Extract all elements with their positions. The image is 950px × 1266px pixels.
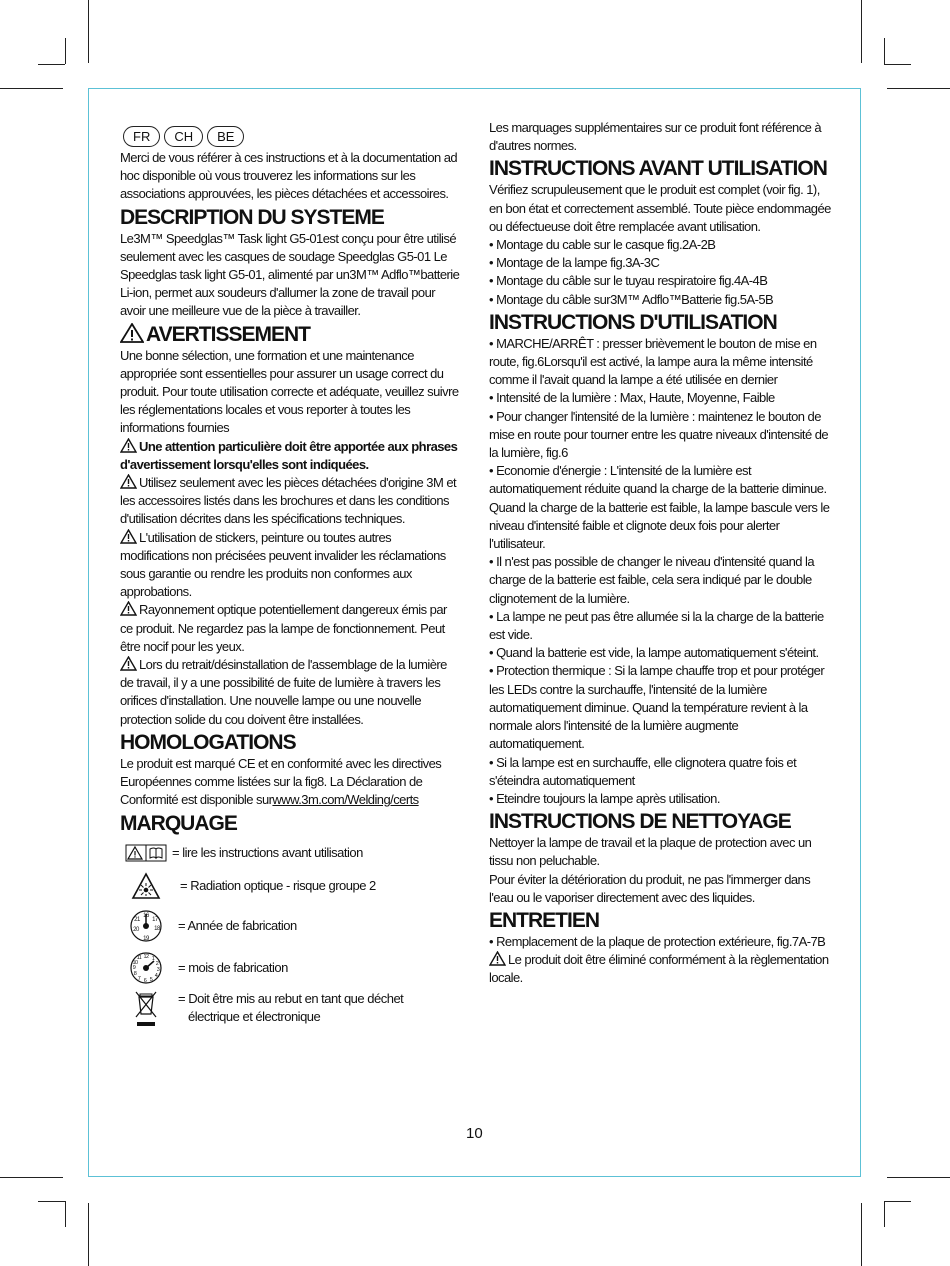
list-item: • Si la lampe est en surchauffe, elle clignotera quatre fois et s'éteindra automatiquement (489, 754, 797, 788)
svg-text:1: 1 (151, 955, 155, 962)
description-paragraph: Le3M™ Speedglas™ Task light G5-01est conçu pour être utilisé seulement avec les casques de soudage Speedglas G5-01 Le Speedglas task light G5-01, alimenté par un3M™ Adflo™batterie Li-ion, permet aux soudeurs d'allumer la zone de travail pour avoir une meilleure vue de la pièce à travailler. (120, 230, 460, 319)
list-item: • La lampe ne peut pas être allumée si la la charge de la batterie est vide. (489, 608, 824, 643)
svg-text:20: 20 (133, 926, 139, 933)
marking-label: = Radiation optique - risque groupe 2 (180, 878, 376, 893)
list-item: • Montage de la lampe fig.3A-3C (489, 255, 660, 271)
warning-triangle-icon (120, 323, 144, 343)
list-item: • Eteindre toujours la lampe après utilisation. (489, 790, 720, 806)
warning-triangle-icon (120, 474, 137, 489)
warning-triangle-icon (120, 438, 137, 453)
svg-text:4: 4 (154, 972, 158, 979)
list-item: • Intensité de la lumière : Max, Haute, Moyenne, Faible (489, 390, 775, 406)
list-item: • MARCHE/ARRÊT : presser brièvement le bouton de mise en route, fig.6Lorsqu'il est activé, la lampe aura la même intensité comme il l'avait quand la lampe a été utilisée en dernier (489, 335, 817, 388)
cleaning-paragraph: Pour éviter la détérioration du produit, ne pas l'immerger dans l'eau ou le vaporiser directement avec des liquides. (489, 871, 811, 905)
homologation-paragraph (120, 755, 460, 810)
svg-text:16: 16 (143, 912, 149, 919)
svg-text:21: 21 (134, 916, 140, 923)
section-heading: INSTRUCTIONS AVANT UTILISATION (489, 157, 827, 181)
warning-item (120, 656, 460, 729)
svg-text:5: 5 (149, 976, 153, 983)
list-item: • Protection thermique : Si la lampe chauffe trop et pour protéger les LEDs contre la surchauffe, l'intensité de la lumière automatiquement diminue. Quand la température revient à la normale alors l'intensité de la lumière augmente automatiquement. (489, 663, 825, 752)
svg-text:9: 9 (132, 964, 136, 971)
warning-item-text: Le produit doit être éliminé conformément à la règlementation locale. (489, 952, 829, 986)
svg-text:17: 17 (152, 916, 158, 923)
warning-item-text: Lors du retrait/désinstallation de l'assemblage de la lumière de travail, il y a une possibilité de fuite de lumière à travers les orifices d'installation. Une nouvelle lampe ou une nouvelle protection solide du cou doivent être installées. (120, 657, 447, 727)
intro-paragraph: Merci de vous référer à ces instructions et à la documentation ad hoc disponible où vous trouverez les informations sur les associations approuvées, les pièces détachées et accessoires. (120, 150, 458, 202)
svg-text:3: 3 (156, 966, 160, 973)
read-instructions-icon (120, 844, 172, 862)
section-heading: INSTRUCTIONS DE NETTOYAGE (489, 810, 791, 834)
warning-triangle-icon (489, 951, 506, 966)
marking-row (120, 946, 460, 990)
crop-mark (884, 1201, 885, 1227)
crop-mark (0, 88, 63, 89)
list-item: • Pour changer l'intensité de la lumière : maintenez le bouton de mise en route pour tourner entre les quatre niveaux d'intensité de la lumière, fig.6 (489, 408, 829, 461)
crop-mark (88, 0, 89, 63)
cleaning-paragraph: Nettoyer la lampe de travail et la plaque de protection avec un tissu non peluchable. (489, 835, 812, 869)
extra-markings-paragraph: Les marquages supplémentaires sur ce produit font référence à d'autres normes. (489, 120, 822, 154)
warning-heading-text: AVERTISSEMENT (146, 322, 310, 346)
svg-text:12: 12 (143, 953, 149, 960)
warning-bold-paragraph (120, 438, 460, 474)
year-dial-icon (120, 909, 172, 943)
warning-item (120, 529, 460, 602)
svg-text:2: 2 (155, 960, 159, 967)
warning-item (489, 951, 831, 987)
marking-row (120, 866, 460, 906)
section-heading: HOMOLOGATIONS (120, 730, 296, 754)
list-item: • Quand la batterie est vide, la lampe automatiquement s'éteint. (489, 645, 819, 661)
left-column (120, 126, 460, 1038)
svg-text:11: 11 (136, 954, 142, 961)
crop-mark (65, 38, 66, 64)
country-codes (123, 126, 460, 147)
warning-triangle-icon (120, 656, 137, 671)
crop-mark (38, 64, 65, 65)
crop-mark (887, 88, 950, 89)
list-item: • Montage du câble sur le tuyau respiratoire fig.4A-4B (489, 273, 768, 289)
marking-label: = Année de fabrication (178, 918, 297, 933)
crop-mark (861, 0, 862, 63)
svg-text:10: 10 (132, 959, 138, 966)
svg-text:7: 7 (137, 975, 141, 982)
page-number: 10 (466, 1125, 483, 1142)
crop-mark (884, 1201, 911, 1202)
marking-label: = mois de fabrication (178, 960, 288, 975)
country-code: BE (207, 126, 244, 147)
crop-mark (65, 1201, 66, 1227)
list-item: • Remplacement de la plaque de protection extérieure, fig.7A-7B (489, 933, 826, 949)
warning-item-text: Utilisez seulement avec les pièces détachées d'origine 3M et les accessoires listés dans les brochures et dans les conditions d'utilisation décrites dans les spécifications techniques. (120, 475, 457, 527)
crop-mark (887, 1177, 950, 1178)
warning-item-text: L'utilisation de stickers, peinture ou toutes autres modifications non précisées peuvent invalider les réclamations sous garantie ou rendre les produits non conformes aux approbations. (120, 529, 446, 600)
marking-label: = lire les instructions avant utilisation (172, 845, 363, 860)
warning-triangle-icon (120, 601, 137, 616)
marking-list (120, 840, 460, 1038)
section-heading: ENTRETIEN (489, 908, 600, 932)
marking-row (120, 840, 460, 866)
list-item: • Montage du cable sur le casque fig.2A-2B (489, 237, 716, 253)
section-heading: INSTRUCTIONS D'UTILISATION (489, 310, 777, 334)
before-use-paragraph: Vérifiez scrupuleusement que le produit est complet (voir fig. 1), en bon état et correctement assemblé. Toute pièce endommagée ou défectueuse doit être remplacée avant utilisation. (489, 182, 831, 234)
crop-mark (884, 38, 885, 64)
marking-row (120, 906, 460, 946)
marking-label: = Doit être mis au rebut en tant que déchet électrique et électronique (178, 990, 404, 1024)
warning-item (120, 601, 460, 656)
warning-item-text: Rayonnement optique potentiellement dangereux émis par ce produit. Ne regardez pas la lampe de fonctionnement. Peut être nocif pour les yeux. (120, 602, 447, 654)
warning-bold-text: Une attention particulière doit être apportée aux phrases d'avertissement lorsqu'elles sont indiquées. (120, 438, 458, 472)
optical-radiation-icon (120, 872, 172, 900)
month-dial-icon (120, 951, 172, 985)
svg-text:19: 19 (143, 935, 149, 942)
section-heading (120, 323, 460, 347)
crop-mark (88, 1203, 89, 1266)
country-code: CH (164, 126, 203, 147)
section-heading: DESCRIPTION DU SYSTEME (120, 205, 384, 229)
homologation-text: Le produit est marqué CE et en conformité avec les directives Européennes comme listées sur la fig8. La Déclaration de Conformité est disponible sur (120, 755, 442, 808)
weee-bin-icon (120, 990, 172, 1028)
crop-mark (884, 64, 911, 65)
list-item: • Montage du câble sur3M™ Adflo™Batterie fig.5A-5B (489, 291, 774, 307)
certs-link[interactable]: www.3m.com/Welding/certs (272, 792, 419, 808)
right-column (489, 119, 831, 988)
crop-mark (0, 1177, 63, 1178)
marking-row (120, 990, 460, 1038)
crop-mark (38, 1201, 65, 1202)
list-item: • Economie d'énergie : L'intensité de la lumière est automatiquement réduite quand la charge de la batterie diminue. Quand la charge de la batterie est faible, la lampe bascule vers le niveau d'intensité faible et clignote deux fois pour alerter l'utilisateur. (489, 463, 830, 552)
country-code: FR (123, 126, 160, 147)
warning-item (120, 474, 460, 529)
crop-mark (861, 1203, 862, 1266)
section-heading: MARQUAGE (120, 811, 237, 835)
warning-triangle-icon (120, 529, 137, 544)
svg-text:8: 8 (133, 970, 137, 977)
svg-text:18: 18 (154, 925, 160, 932)
list-item: • Il n'est pas possible de changer le niveau d'intensité quand la charge de la batterie est faible, cela sera indiqué par le double clignotement de la lumière. (489, 554, 815, 606)
warning-paragraph: Une bonne sélection, une formation et une maintenance appropriée sont essentielles pour assurer un usage correct du produit. Pour toute utilisation correcte et adéquate, veuillez suivre les réglementations locales et vous reporter à toutes les informations fournies (120, 347, 459, 436)
svg-text:6: 6 (143, 977, 147, 984)
